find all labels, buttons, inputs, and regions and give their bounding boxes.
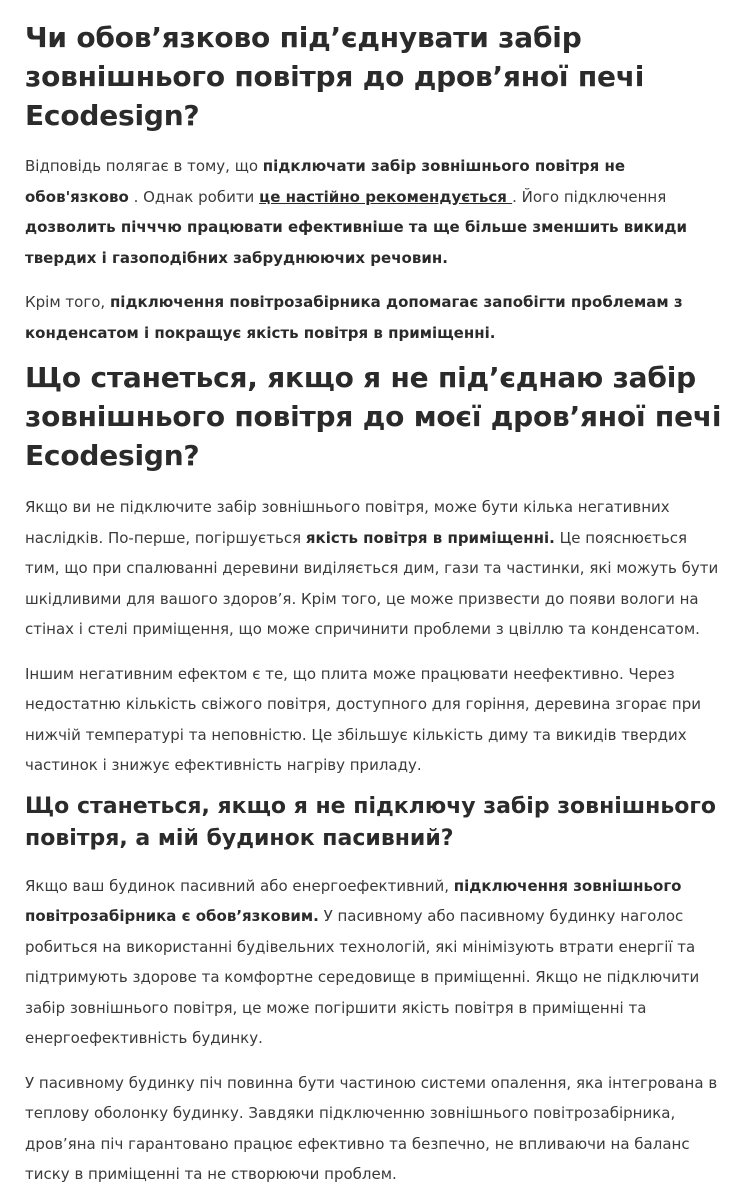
paragraph-inefficiency: Іншим негативним ефектом є те, що плита може працювати неефективно. Через недостатню кількість свіжого повітря, доступного для горіння, деревина згорає при нижчій температурі та неповністю. Це збільшує кількість диму та викидів твердих частинок і знижує ефективність нагріву приладу. <box>25 664 701 774</box>
paragraph-passive-house <box>25 871 725 1054</box>
paragraph-answer <box>25 151 725 273</box>
text-span: У пасивному або пасивному будинку наголос робиться на використанні будівельних технологій, які мінімізують втрати енергії та підтримують здорове та комфортне середовище в приміщенні. Якщо не підключити забір зовнішнього повітря, це може погіршити якість повітря в приміщенні та енергоефективність будинку. <box>25 907 700 1047</box>
underlined-bold-text: це настійно рекомендується <box>259 187 513 206</box>
text-span: Якщо ваш будинок пасивний або енергоефективний, <box>25 876 454 895</box>
section-heading-passive-house: Що станеться, якщо я не підключу забір зовнішнього повітря, а мій будинок пасивний? <box>25 793 717 851</box>
bold-text: підключати забір зовнішнього повітря не обов'язково <box>25 157 626 206</box>
section-heading-required: Чи обов’язково під’єднувати забір зовнішнього повітря до дров’яної печі Ecodesign? <box>25 21 645 132</box>
paragraph-condensation <box>25 287 725 348</box>
text-span: . Його підключення <box>512 187 667 206</box>
paragraph-negative-effects <box>25 492 725 645</box>
bold-text: підключення повітрозабірника допомагає запобігти проблемам з конденсатом і покращує якість повітря в приміщенні. <box>25 293 683 342</box>
bold-text: підключення зовнішнього повітрозабірника є обов’язковим. <box>25 876 682 925</box>
text-span: . Однак робити <box>128 187 260 206</box>
text-span: Якщо ви не підключите забір зовнішнього повітря, може бути кілька негативних наслідків. По-перше, погіршується <box>25 498 670 547</box>
text-span: Крім того, <box>25 293 110 311</box>
paragraph-heating-system: У пасивному будинку піч повинна бути частиною системи опалення, яка інтегрована в теплову оболонку будинку. Завдяки підключенню зовнішнього повітрозабірника, дров’яна піч гарантовано працює ефективно та безпечно, не впливаючи на баланс тиску в приміщенні та не створюючи проблем. <box>25 1073 718 1183</box>
bold-text: дозволить пічччю працювати ефективніше та ще більше зменшить викиди твердих і газоподібних забруднюючих речовин. <box>25 218 688 267</box>
text-span: Це пояснюється тим, що при спалюванні деревини виділяється дим, гази та частинки, які можуть бути шкідливими для вашого здоров’я. Крім того, це може призвести до появи вологи на стінах і стелі приміщення, що може спричинити проблеми з цвіллю та конденсатом. <box>25 528 719 638</box>
bold-text: якість повітря в приміщенні. <box>305 528 555 547</box>
article-content <box>25 14 725 1190</box>
text-span: Відповідь полягає в тому, що <box>25 157 263 175</box>
section-heading-consequences: Що станеться, якщо я не під’єднаю забір зовнішнього повітря до моєї дров’яної печі Ecodesign? <box>25 361 722 472</box>
